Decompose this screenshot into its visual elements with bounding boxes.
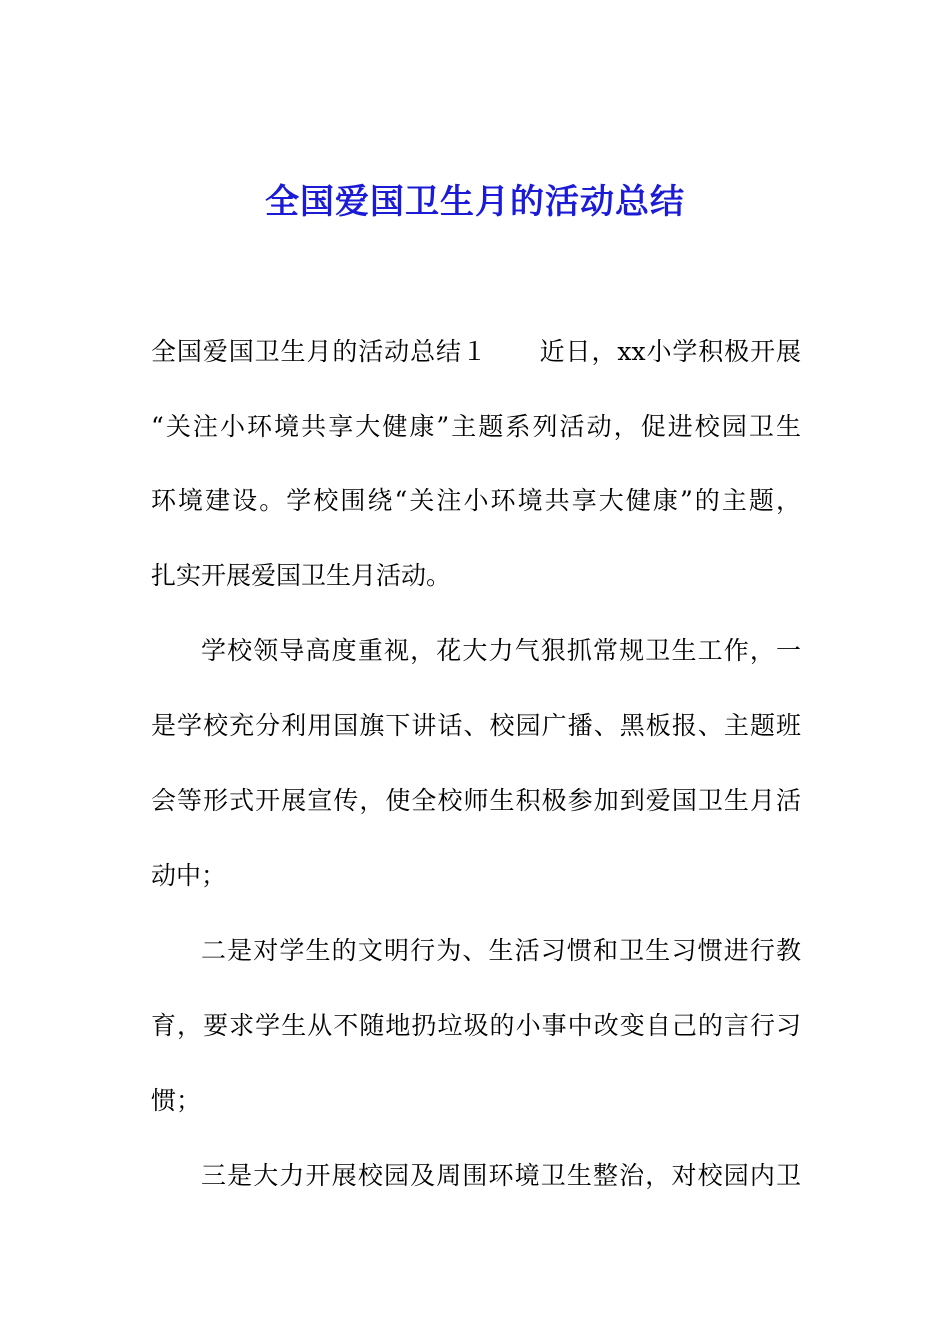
paragraph-line: 环境建设。学校围绕“关注小环境共享大健康”的主题，	[151, 486, 801, 515]
paragraph-line: 扎实开展爱国卫生月活动。	[151, 561, 452, 590]
document-title: 全国爱国卫生月的活动总结	[265, 182, 685, 222]
paragraph-line: 全国爱国卫生月的活动总结１ 近日，xx小学积极开展	[151, 337, 801, 366]
paragraph-line: 二是对学生的文明行为、生活习惯和卫生习惯进行教	[201, 936, 801, 965]
paragraph-line: 会等形式开展宣传，使全校师生积极参加到爱国卫生月活	[151, 786, 801, 815]
paragraph-line: 动中；	[151, 861, 227, 890]
paragraph-line: 育，要求学生从不随地扔垃圾的小事中改变自己的言行习	[151, 1011, 801, 1040]
paragraph-line: 学校领导高度重视，花大力气狠抓常规卫生工作，一	[201, 636, 801, 665]
paragraph-line: 三是大力开展校园及周围环境卫生整治，对校园内卫	[201, 1161, 801, 1190]
paragraph-line: 是学校充分利用国旗下讲话、校园广播、黑板报、主题班	[151, 711, 801, 740]
paragraph-line: “关注小环境共享大健康”主题系列活动，促进校园卫生	[151, 412, 801, 441]
paragraph-line: 惯；	[151, 1086, 202, 1115]
